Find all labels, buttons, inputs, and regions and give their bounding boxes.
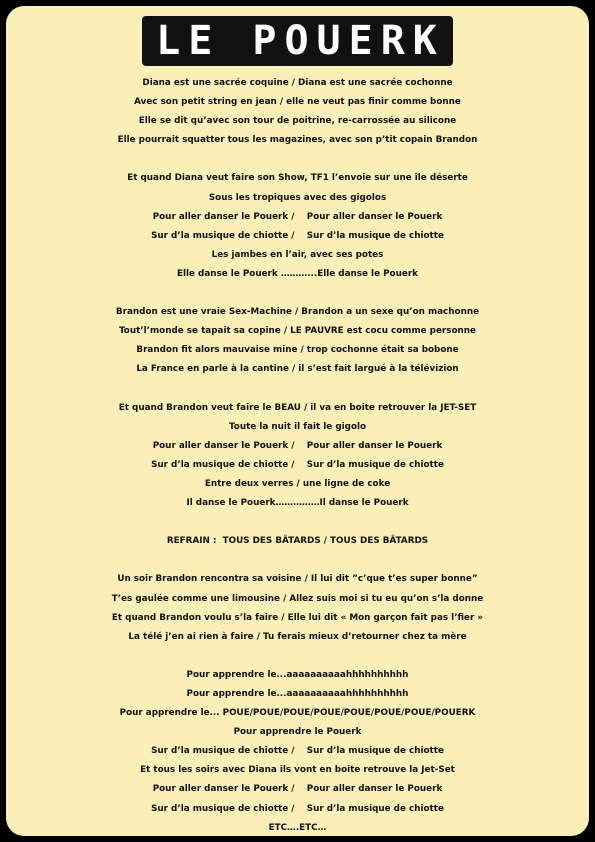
stanza-gap: [6, 380, 589, 399]
lyric-line: Sous les tropiques avec des gigolos: [208, 192, 387, 203]
stanza-gap: [6, 513, 589, 532]
stanza-gap: [6, 551, 589, 570]
lyric-line: Et quand Brandon veut faire le BEAU / il va en boite retrouver la JET-SET: [118, 402, 477, 413]
refrain-line: REFRAIN : TOUS DES BÂTARDS / TOUS DES BÂTARDS: [166, 536, 429, 547]
lyric-line: Brandon fit alors mauvaise mine / trop cochonne était sa bobone: [136, 345, 459, 356]
lyric-line: Pour apprendre le Pouerk: [233, 727, 362, 738]
lyric-line: Toute la nuit il fait le gigolo: [228, 421, 367, 432]
lyric-line: Elle pourrait squatter tous les magazines, avec son p’tit copain Brandon: [117, 135, 478, 146]
lyric-line: Pour apprendre le... POUE/POUE/POUE/POUE/POUE/POUE/POUE/POUERK: [119, 708, 476, 719]
lyric-line: Avec son petit string en jean / elle ne veut pas finir comme bonne: [134, 97, 461, 108]
lyric-line: Diana est une sacrée coquine / Diana est une sacrée cochonne: [142, 78, 453, 88]
title-banner: [6, 16, 589, 66]
lyric-line: Un soir Brandon rencontra sa voisine / Il lui dit ”c’que t’es super bonne”: [117, 574, 478, 585]
lyric-line: Pour apprendre le...aaaaaaaaaahhhhhhhhhh: [186, 669, 409, 680]
lyric-line: Il danse le Pouerk……………Il danse le Pouerk: [186, 498, 409, 509]
lyric-line: Elle danse le Pouerk ………...Elle danse le Pouerk: [176, 268, 419, 279]
lyric-line: T’es gaulée comme une limousine / Allez suis moi si tu eu qu’on s’la donne: [111, 593, 484, 604]
lyrics-body: [6, 74, 589, 836]
lyric-line: Sur d’la musique de chiotte / Sur d’la musique de chiotte: [151, 803, 444, 814]
lyric-line: Entre deux verres / une ligne de coke: [204, 478, 391, 489]
lyric-line: Les jambes en l’air, avec ses potes: [211, 249, 384, 260]
page-title: LE POUERK: [142, 16, 453, 66]
lyric-line: Pour aller danser le Pouerk / Pour aller danser le Pouerk: [152, 211, 443, 222]
lyric-line: Sur d’la musique de chiotte / Sur d’la musique de chiotte: [151, 746, 444, 757]
lyric-line: Pour aller danser le Pouerk / Pour aller danser le Pouerk: [152, 784, 443, 795]
stanza-gap: [6, 150, 589, 169]
lyric-line: Brandon est une vraie Sex-Machine / Brandon a un sexe qu’on machonne: [115, 307, 480, 318]
lyric-line: La télé j’en ai rien à faire / Tu ferais mieux d’retourner chez ta mère: [128, 631, 467, 642]
lyric-line: Et quand Diana veut faire son Show, TF1 l’envoie sur une île déserte: [127, 173, 468, 184]
lyric-line: La France en parle à la cantine / il s’est fait largué à la télévizion: [136, 364, 459, 375]
lyric-line: Sur d’la musique de chiotte / Sur d’la musique de chiotte: [151, 230, 444, 241]
lyrics-sheet: [6, 6, 589, 836]
stanza-gap: [6, 647, 589, 666]
stanza-gap: [6, 284, 589, 303]
lyric-line: Sur d’la musique de chiotte / Sur d’la musique de chiotte: [151, 459, 444, 470]
lyric-line: Elle se dit qu’avec son tour de poitrine, re-carrossée au silicone: [138, 116, 457, 127]
lyric-line: Pour apprendre le...aaaaaaaaaahhhhhhhhhh: [186, 689, 409, 699]
lyric-line: Et tous les soirs avec Diana ils vont en boite retrouve la Jet-Set: [140, 765, 455, 776]
lyric-line: ETC….ETC…: [268, 822, 327, 833]
lyric-line: Tout’l’monde se tapait sa copine / LE PAUVRE est cocu comme personne: [118, 326, 477, 337]
lyric-line: Et quand Brandon voulu s’la faire / Elle lui dit « Mon garçon fait pas l’fier »: [111, 612, 484, 623]
lyric-line: Pour aller danser le Pouerk / Pour aller danser le Pouerk: [152, 440, 443, 451]
